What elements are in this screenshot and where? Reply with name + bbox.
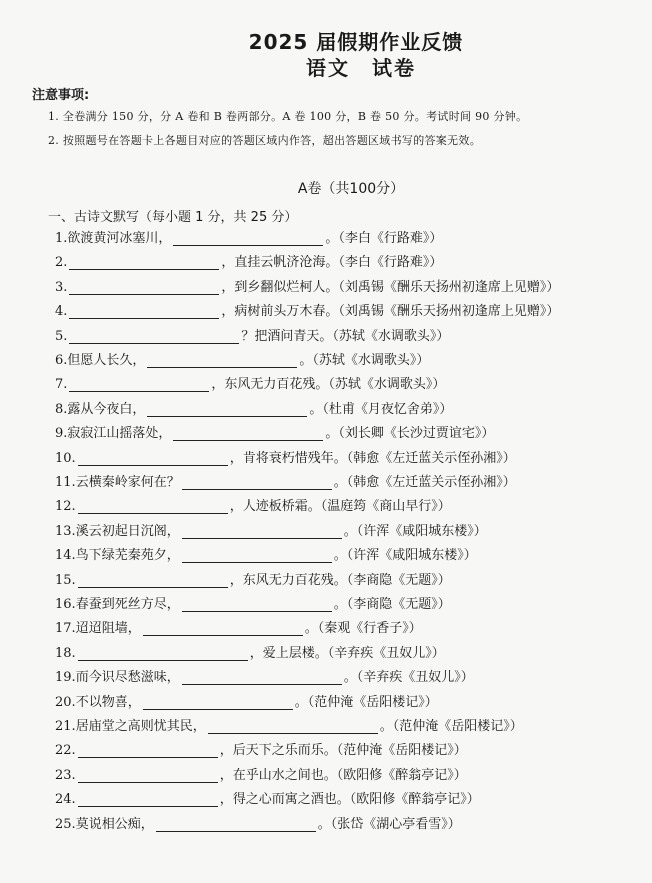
question-number: 7. [55, 377, 68, 393]
question-number: 8. [55, 401, 68, 417]
question-prompt: 露从今夜白， [67, 401, 146, 417]
question-number: 5. [55, 328, 68, 344]
answer-blank[interactable] [78, 646, 248, 661]
question-number: 17. [55, 621, 76, 637]
question-prompt: 寂寂江山摇落处， [67, 426, 172, 442]
question-source: ，肯将衰朽惜残年。（韩愈《左迁蓝关示侄孙湘》） [229, 450, 516, 466]
question-number: 23. [55, 767, 76, 783]
question-source: ，东风无力百花残。（苏轼《水调歌头》） [211, 377, 446, 393]
question-number: 21. [55, 719, 76, 734]
question-row [55, 252, 442, 270]
answer-blank[interactable] [147, 353, 297, 368]
question-source: 。（苏轼《水调歌头》） [299, 353, 430, 368]
question-prompt: 而今识尽愁滋味， [75, 670, 180, 686]
question-number: 20. [55, 694, 76, 710]
answer-blank[interactable] [143, 621, 303, 636]
question-row [55, 350, 429, 368]
question-row [55, 594, 451, 612]
answer-blank[interactable] [78, 792, 218, 807]
answer-blank[interactable] [143, 695, 293, 710]
question-row [55, 765, 467, 783]
question-prompt: 春蚕到死丝方尽， [75, 597, 180, 612]
question-source: ，到乡翻似烂柯人。（刘禹锡《酬乐天扬州初逢席上见赠》） [221, 279, 560, 295]
question-row [55, 448, 516, 466]
answer-blank[interactable] [69, 280, 219, 295]
answer-blank[interactable] [156, 817, 316, 832]
question-row [55, 496, 451, 514]
question-number: 12. [55, 499, 76, 515]
question-number: 25. [55, 816, 76, 832]
question-source: ？把酒问青天。（苏轼《水调歌头》） [241, 328, 450, 344]
question-row [55, 570, 451, 588]
question-row [55, 667, 474, 685]
question-source: ，病树前头万木春。（刘禹锡《酬乐天扬州初逢席上见赠》） [221, 304, 560, 320]
question-source: 。（李白《行路难》） [325, 231, 443, 246]
question-source: ，人迹板桥霜。（温庭筠《商山早行》） [229, 499, 451, 515]
question-number: 1. [55, 231, 68, 246]
note-item-2: 2. 按照题号在答题卡上各题目对应的答题区域内作答，超出答题区域书写的答案无效。 [48, 134, 481, 147]
question-prompt: 迢迢阻墙， [75, 621, 141, 637]
note-item-1: 1. 全卷满分 150 分，分 A 卷和 B 卷两部分。A 卷 100 分，B 卷 50 分。考试时间 90 分钟。 [48, 110, 528, 123]
question-source: 。（范仲淹《岳阳楼记》） [379, 719, 523, 734]
question-source: ，后天下之乐而乐。（范仲淹《岳阳楼记》） [219, 743, 467, 759]
question-source: 。（张岱《湖心亭看雪》） [317, 816, 461, 832]
question-prompt: 鸟下绿芜秦苑夕， [75, 548, 180, 564]
question-source: ，在乎山水之间也。（欧阳修《醉翁亭记》） [219, 767, 467, 783]
question-row [55, 399, 452, 417]
question-number: 24. [55, 792, 76, 808]
question-row [55, 277, 559, 295]
answer-blank[interactable] [78, 573, 228, 588]
question-row [55, 228, 442, 246]
question-number: 4. [55, 304, 68, 320]
question-source: ，得之心而寓之酒也。（欧阳修《醉翁亭记》） [219, 792, 480, 808]
answer-blank[interactable] [208, 719, 378, 734]
question-number: 3. [55, 279, 68, 295]
question-number: 22. [55, 743, 76, 759]
question-number: 16. [55, 597, 76, 612]
question-number: 18. [55, 645, 76, 661]
question-number: 9. [55, 426, 68, 442]
question-number: 2. [55, 255, 68, 271]
question-source: 。（许浑《咸阳城东楼》） [343, 523, 487, 539]
answer-blank[interactable] [147, 402, 307, 417]
answer-blank[interactable] [78, 768, 218, 783]
question-row [55, 472, 516, 490]
question-row [55, 423, 494, 441]
notes-heading: 注意事项: [32, 88, 90, 103]
answer-blank[interactable] [69, 255, 219, 270]
question-number: 13. [55, 523, 76, 539]
question-prompt: 不以物喜， [75, 694, 141, 710]
answer-blank[interactable] [173, 231, 323, 246]
question-prompt: 云横秦岭家何在？ [75, 475, 180, 490]
question-prompt: 莫说相公痴， [75, 816, 154, 832]
question-source: ，东风无力百花残。（李商隐《无题》） [229, 572, 451, 588]
question-number: 14. [55, 548, 76, 564]
answer-blank[interactable] [69, 377, 209, 392]
question-source: 。（杜甫《月夜忆舍弟》） [309, 401, 453, 417]
question-source: 。（许浑《咸阳城东楼》） [333, 548, 477, 564]
answer-blank[interactable] [69, 329, 239, 344]
question-row [55, 740, 467, 758]
question-row [55, 716, 523, 734]
question-row [55, 326, 449, 344]
answer-blank[interactable] [78, 499, 228, 514]
question-prompt: 溪云初起日沉阁， [75, 523, 180, 539]
question-row [55, 814, 461, 832]
question-row [55, 692, 438, 710]
question-number: 15. [55, 572, 76, 588]
question-row [55, 374, 445, 392]
exam-subtitle: 语文 试卷 [306, 56, 416, 80]
answer-blank[interactable] [69, 304, 219, 319]
question-number: 19. [55, 670, 76, 686]
question-source: 。（李商隐《无题》） [333, 597, 451, 612]
exam-title: 2025 届假期作业反馈 [248, 30, 464, 54]
part-title: 一、古诗文默写（每小题 1 分，共 25 分） [48, 210, 298, 225]
question-source: ，爱上层楼。（辛弃疾《丑奴儿》） [249, 645, 445, 661]
section-title: A卷（共100分） [297, 181, 405, 197]
answer-blank[interactable] [78, 743, 218, 758]
answer-blank[interactable] [182, 524, 342, 539]
question-source: 。（辛弃疾《丑奴儿》） [343, 670, 474, 686]
answer-blank[interactable] [182, 670, 342, 685]
question-source: 。（范仲淹《岳阳楼记》） [294, 694, 438, 710]
answer-blank[interactable] [182, 597, 332, 612]
question-row [55, 301, 559, 319]
question-row [55, 643, 445, 661]
question-source: 。（秦观《行香子》） [304, 621, 422, 637]
question-row [55, 521, 487, 539]
question-source: 。（刘长卿《长沙过贾谊宅》） [325, 426, 495, 442]
question-prompt: 欲渡黄河冰塞川， [67, 231, 172, 246]
answer-blank[interactable] [182, 475, 332, 490]
answer-blank[interactable] [173, 426, 323, 441]
question-number: 6. [55, 353, 68, 368]
question-number: 10. [55, 450, 76, 466]
answer-blank[interactable] [182, 548, 332, 563]
question-prompt: 居庙堂之高则忧其民， [75, 719, 206, 734]
answer-blank[interactable] [78, 451, 228, 466]
question-prompt: 但愿人长久， [67, 353, 146, 368]
question-row [55, 545, 477, 563]
question-row [55, 618, 422, 636]
question-row [55, 789, 480, 807]
question-number: 11. [55, 475, 76, 490]
question-source: ，直挂云帆济沧海。（李白《行路难》） [221, 255, 443, 271]
question-source: 。（韩愈《左迁蓝关示侄孙湘》） [333, 475, 516, 490]
